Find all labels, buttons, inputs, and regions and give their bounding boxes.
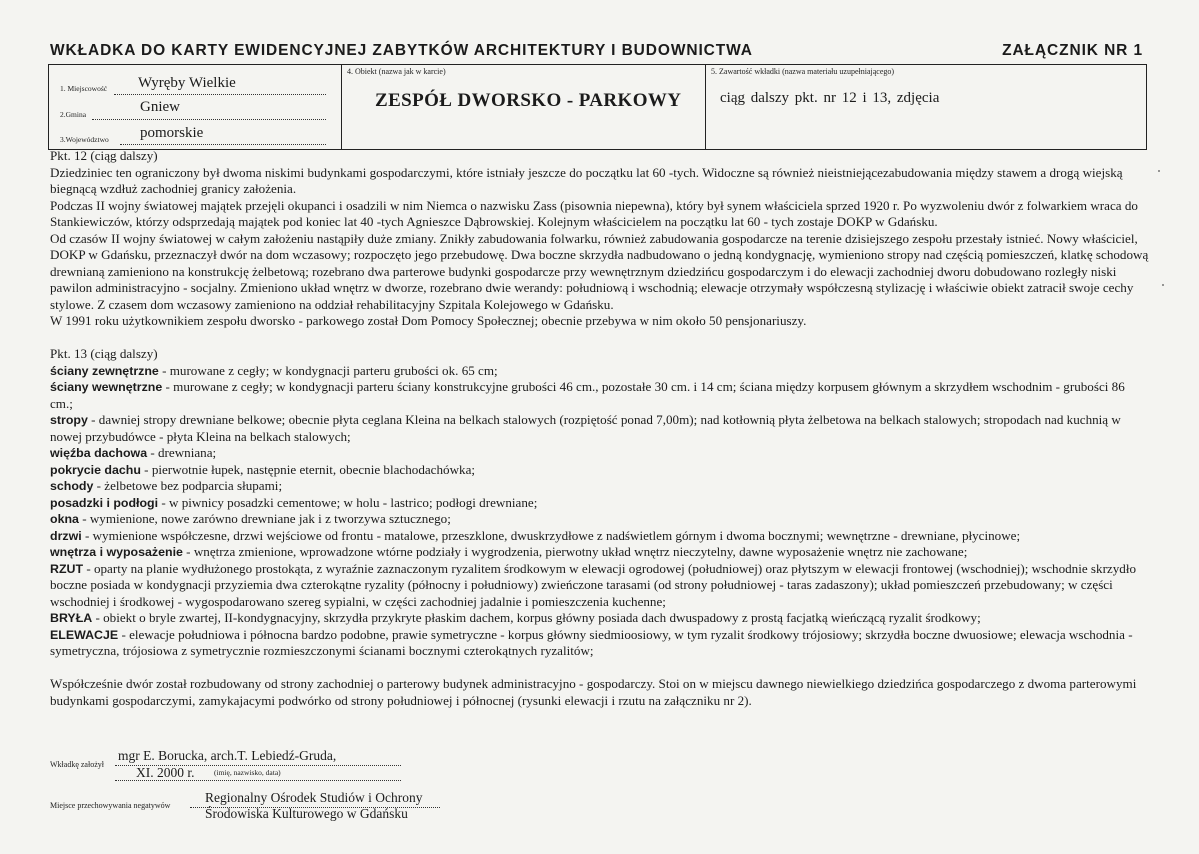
author-label: Wkładkę założył	[50, 760, 104, 769]
pkt13-entry	[50, 561, 1150, 611]
entry-text: - żelbetowe bez podparcia słupami;	[93, 478, 283, 493]
entry-term: ściany zewnętrzne	[50, 363, 159, 378]
entry-text: - murowane z cegły; w kondygnacji parteru grubości ok. 65 cm;	[158, 362, 498, 378]
pkt12-paragraph: Dziedziniec ten ograniczony był dwoma niskimi budynkami gospodarczymi, które istniały jeszcze do początku lat 60 -tych. Widoczne są również nieistniejącezabudowania między stawem a drogą wiejską biegnącą wzdłuż zachodniej granicy założenia.	[50, 164, 1123, 196]
pkt13-entry	[50, 627, 1150, 660]
pkt12-heading: Pkt. 12 (ciąg dalszy)	[50, 148, 158, 163]
entry-term: wnętrza i wyposażenie	[50, 545, 183, 559]
entry-text: - wymienione współczesne, drzwi wejściowe od frontu - matalowe, przeszklone, dwuskrzydłowe z nadświetlem górnym i dwoma bocznymi; wewnętrzne - drewniane, płycinowe;	[81, 527, 1021, 543]
section-gap	[50, 660, 1150, 677]
entry-text: - wymienione, nowe zarówno drewniane jak i z tworzywa sztucznego;	[78, 511, 451, 526]
pkt13-entry	[50, 412, 1150, 445]
entry-term: okna	[50, 512, 79, 526]
author-note: (imię, nazwisko, data)	[214, 768, 281, 777]
pkt12-paragraph: W 1991 roku użytkownikiem zespołu dworsko - parkowego został Dom Pomocy Społecznej; obecnie przebywa w nim około 50 pensjonariuszy.	[50, 313, 807, 328]
pkt13-entry	[50, 544, 1150, 561]
entry-term: BRYŁA	[50, 611, 93, 625]
commune-value: Gniew	[140, 99, 180, 115]
pkt13-entry	[50, 610, 1150, 627]
pkt12-paragraph: Podczas II wojny światowej majątek przejęli okupanci i osadzili w nim Niemca o nazwisku Zass (pisownia niepewna), który był synem właściciela sprzed 1920 r. Po wyzwoleniu dwór z folwarkiem wraca do Stankiewiczów, którzy odsprzedają majątek pod koniec lat 40 -tych Agnieszce Dąbrowskiej. Kolejnym właścicielem na początku lat 60 - tych zostaje DOKP w Gdańsku.	[50, 197, 1138, 229]
document-body	[50, 148, 1150, 709]
entry-term: drzwi	[50, 528, 82, 543]
pkt13-entry	[50, 445, 1150, 462]
form-divider-1	[341, 64, 342, 150]
locality-value: Wyręby Wielkie	[138, 75, 236, 91]
entry-text: - oparty na planie wydłużonego prostokąta, z wyraźnie zaznaczonym ryzalitem środkowym w elewacji ogrodowej (południowej) oraz płytszym w elewacji frontowej (wschodniej); wschodnie skrzydło boczne posiada w kondygnacji przyziemia dwa czterokątne ryzality (północny i południowy) zwieńczone tarasami (od strony południowej - taras zadaszony); układ pomieszczeń przebudowany; w części wschodniej i środkowej - wygospodarowano szereg sypialni, w części zachodniej jadalnie i pomieszczenia kuchenne;	[50, 560, 1137, 609]
entry-term: posadzki i podłogi	[50, 495, 159, 510]
entry-text: - wnętrza zmienione, wprowadzone wtórne podziały i wygrodzenia, pierwotny układ wnętrz nieczytelny, dawne wyposażenie wnętrz nie zachowane;	[182, 544, 968, 559]
entry-text: - dawniej stropy drewniane belkowe; obecnie płyta ceglana Kleina na belkach stalowych (rozpiętość ponad 7,00m); nad kotłownią płyta żelbetowa na belkach stalowych; stropodach nad kuchnią w nowej przybudówce - płyta Kleina na belkach stalowych;	[50, 412, 1121, 444]
locality-label: 1. Miejscowość	[60, 84, 108, 93]
pkt13-entry	[50, 363, 1150, 380]
storage-line-2: Środowiska Kulturowego w Gdańsku	[205, 806, 408, 821]
scan-speck	[1162, 284, 1164, 286]
entry-term: ELEWACJE	[50, 627, 119, 642]
commune-label: 2.Gmina	[60, 110, 87, 119]
author-value: mgr E. Borucka, arch.T. Lebiedź-Gruda,	[118, 748, 337, 763]
entry-text: - pierwotnie łupek, następnie eternit, obecnie blachodachówka;	[140, 461, 476, 477]
pkt13-entry	[50, 462, 1150, 479]
voivodeship-value: pomorskie	[140, 125, 204, 141]
locality-underline	[114, 94, 326, 95]
entry-term: ściany wewnętrzne	[50, 380, 163, 394]
object-value: ZESPÓŁ DWORSKO - PARKOWY	[375, 90, 682, 111]
pkt13-entry	[50, 511, 1150, 528]
entry-text: - obiekt o bryle zwartej, II-kondygnacyjny, skrzydła przykryte płaskim dachem, korpus główny posiada dach dwuspadowy z prostą facjatką wieńczącą ryzalit środkowy;	[92, 610, 981, 625]
pkt13-entry	[50, 478, 1150, 495]
pkt12-paragraph: Od czasów II wojny światowej w całym założeniu nastąpiły duże zmiany. Znikły zabudowania folwarku, również zabudowania gospodarcze na terenie dzisiejszego zespołu przestały istnieć. Nowy właściciel, DOKP w Gdańsku, przeznaczył dwór na dom wczasowy; rozpoczęto jego przebudowę. Dwa boczne skrzydła nadbudowano o jedną kondygnację, wymieniono stropy nad częścią pomieszczeń, klatkę schodową drewnianą zamieniono na konstrukcję żelbetową; rozebrano dwa parterowe budynki gospodarcze przy wewnętrznym dziedzińcu gospodarczym i do elewacji zachodniej dworu dobudowano rozległy niski pawilon administracyjno - socjalny. Zmieniono układ wnętrz w dworze, rozebrano dwie werandy: południową i wschodnią; elewacje otrzymały współczesną stylizację i właściwie obiekt zatracił swoje cechy stylowe. Z czasem dom wczasowy zamieniono na oddział rehabilitacyjny Szpitala Kolejowego w Gdańsku.	[50, 230, 1149, 312]
form-divider-2	[705, 64, 706, 150]
object-label: 4. Obiekt (nazwa jak w karcie)	[347, 67, 446, 76]
section-gap	[50, 330, 1150, 347]
entry-term: pokrycie dachu	[50, 462, 141, 477]
pkt13-entry	[50, 379, 1150, 412]
closing-paragraph: Współcześnie dwór został rozbudowany od strony zachodniej o parterowy budynek administracyjno - gospodarczy. Stoi on w miejscu dawnego niewielkiego dziedzińca gospodarczego z dwoma parterowymi budynkami gospodarczymi, zamykajacymi podwórko od strony południowej i północnej (rysunki elewacji i rzutu na załączniku nr 2).	[50, 676, 1137, 708]
pkt13-entry	[50, 528, 1150, 545]
entry-term: RZUT	[50, 561, 84, 576]
entry-text: - elewacje południowa i północna bardzo podobne, prawie symetryczne - korpus główny siedmioosiowy, w tym ryzalit środkowy trójosiowy; skrzydła boczne dwuosiowe; elewacja wschodnia - symetryczna, trójosiowa z symetrycznie rozmieszczonymi ścianami bocznymi czterokątnych ryzalitów;	[50, 626, 1133, 658]
pkt13-entry	[50, 495, 1150, 512]
entry-term: stropy	[50, 413, 88, 427]
document-title: WKŁADKA DO KARTY EWIDENCYJNEJ ZABYTKÓW ARCHITEKTURY I BUDOWNICTWA	[50, 42, 753, 59]
storage-line-1: Regionalny Ośrodek Studiów i Ochrony	[205, 790, 423, 805]
annex-number: ZAŁĄCZNIK NR 1	[1002, 42, 1143, 59]
entry-term: schody	[50, 479, 94, 493]
contents-value: ciąg dalszy pkt. nr 12 i 13, zdjęcia	[720, 90, 940, 106]
date-value: XI. 2000 r.	[136, 765, 195, 780]
date-underline	[115, 780, 401, 781]
contents-label: 5. Zawartość wkładki (nazwa materiału uzupełniającego)	[711, 67, 895, 76]
voivodeship-label: 3.Województwo	[60, 135, 109, 144]
entry-text: - murowane z cegły; w kondygnacji parteru ściany konstrukcyjne grubości 46 cm., pozostałe 30 cm. i 14 cm; ściana między korpusem głównym a skrzydłem wschodnim - grubości 86 cm.;	[50, 379, 1125, 411]
pkt13-heading: Pkt. 13 (ciąg dalszy)	[50, 346, 158, 361]
voivodeship-underline	[120, 144, 326, 145]
entry-term: więźba dachowa	[50, 446, 148, 460]
entry-text: - drewniana;	[147, 445, 217, 460]
commune-underline	[92, 119, 326, 120]
entry-text: - w piwnicy posadzki cementowe; w holu - lastrico; podłogi drewniane;	[158, 494, 538, 510]
scan-speck	[1158, 170, 1160, 172]
storage-label: Miejsce przechowywania negatywów	[50, 801, 171, 810]
